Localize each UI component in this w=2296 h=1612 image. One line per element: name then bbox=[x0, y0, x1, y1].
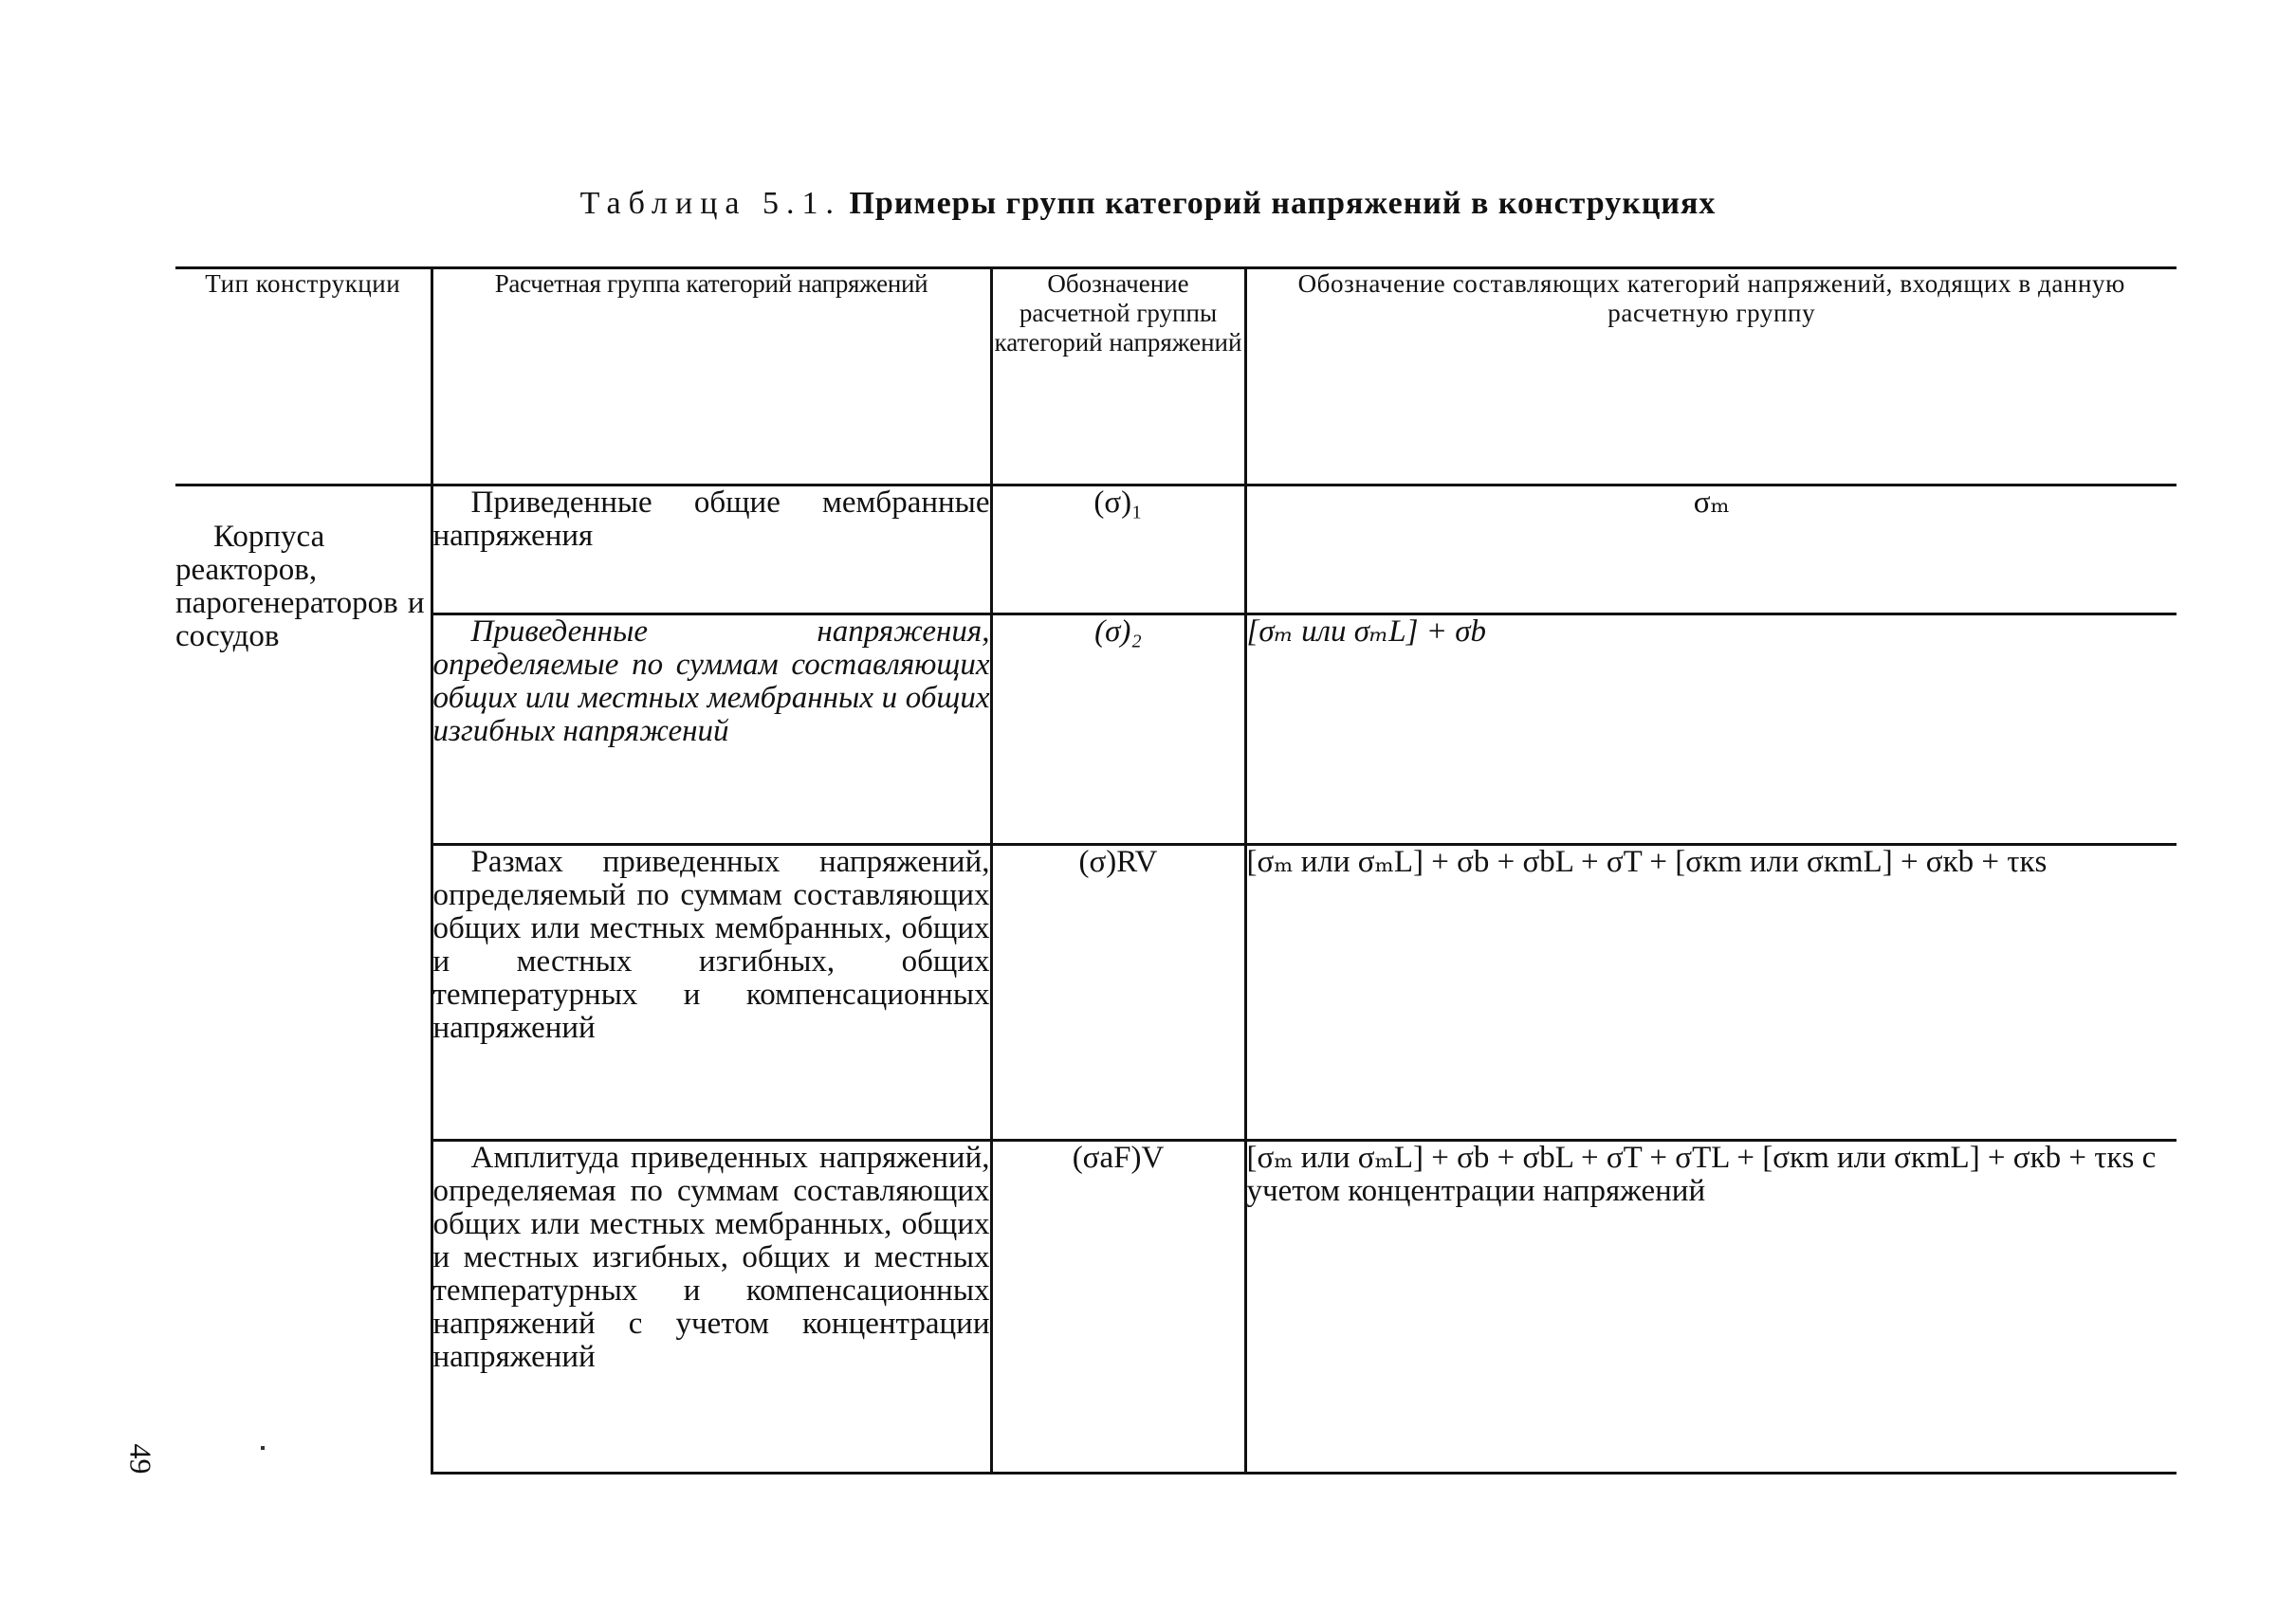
table-row bbox=[175, 1141, 2177, 1474]
group-cell bbox=[432, 485, 991, 614]
group-text: Размах приведенных напряжений, определяемый по суммам составляющих общих или местных мембранных, общих и местных изгибных, общих температурных и компенсационных напряжений bbox=[432, 845, 990, 1045]
header-group-symbol: Обозначение расчетной группы категорий напряжений bbox=[991, 268, 1245, 485]
stress-categories-table bbox=[175, 266, 2177, 1475]
components-cell: [σₘ или σₘL] + σb + σbL + σT + σTL + [σкm или σкmL] + σкb + τкs с учетом концентрации напряжений bbox=[1245, 1141, 2177, 1474]
caption-title: Примеры групп категорий напряжений в конструкциях bbox=[849, 186, 1717, 221]
symbol-cell: (σaF)V bbox=[991, 1141, 1245, 1474]
table-header-row bbox=[175, 268, 2177, 485]
components-cell: σₘ bbox=[1245, 485, 2177, 614]
components-cell: [σₘ или σₘL] + σb + σbL + σT + [σкm или σкmL] + σкb + τкs bbox=[1245, 845, 2177, 1141]
group-text: Приведенные напряжения, определяемые по суммам составляющих общих или местных мембранных и общих изгибных напряжений bbox=[432, 614, 990, 748]
page-number: 49 bbox=[123, 1443, 158, 1475]
table-row bbox=[175, 845, 2177, 1141]
symbol-cell: (σ)RV bbox=[991, 845, 1245, 1141]
scan-speck bbox=[261, 1446, 265, 1450]
group-cell bbox=[432, 845, 991, 1141]
group-cell bbox=[432, 1141, 991, 1474]
table-row bbox=[175, 485, 2177, 614]
group-text: Приведенные общие мембранные напряжения bbox=[432, 485, 990, 553]
symbol-cell: (σ)₁ bbox=[991, 485, 1245, 614]
table-row bbox=[175, 614, 2177, 845]
group-text: Амплитуда приведенных напряжений, определяемая по суммам составляющих общих или местных мембранных, общих и местных изгибных, общих и местных температурных и компенсационных напряжений с учетом концентрации напряжений bbox=[432, 1141, 990, 1374]
group-cell bbox=[432, 614, 991, 845]
caption-lead: Таблица 5.1. bbox=[579, 186, 841, 221]
components-cell: [σₘ или σₘL] + σb bbox=[1245, 614, 2177, 845]
table-caption bbox=[0, 186, 2296, 222]
construction-type-cell bbox=[175, 485, 432, 1474]
construction-type-text: Корпуса реакторов, парогенераторов и сосудов bbox=[175, 520, 425, 653]
header-stress-group: Расчетная группа категорий напряжений bbox=[432, 268, 991, 485]
header-components: Обозначение составляющих категорий напряжений, входящих в данную расчетную группу bbox=[1245, 268, 2177, 485]
symbol-cell: (σ)₂ bbox=[991, 614, 1245, 845]
header-construction-type: Тип конструкции bbox=[175, 268, 432, 485]
